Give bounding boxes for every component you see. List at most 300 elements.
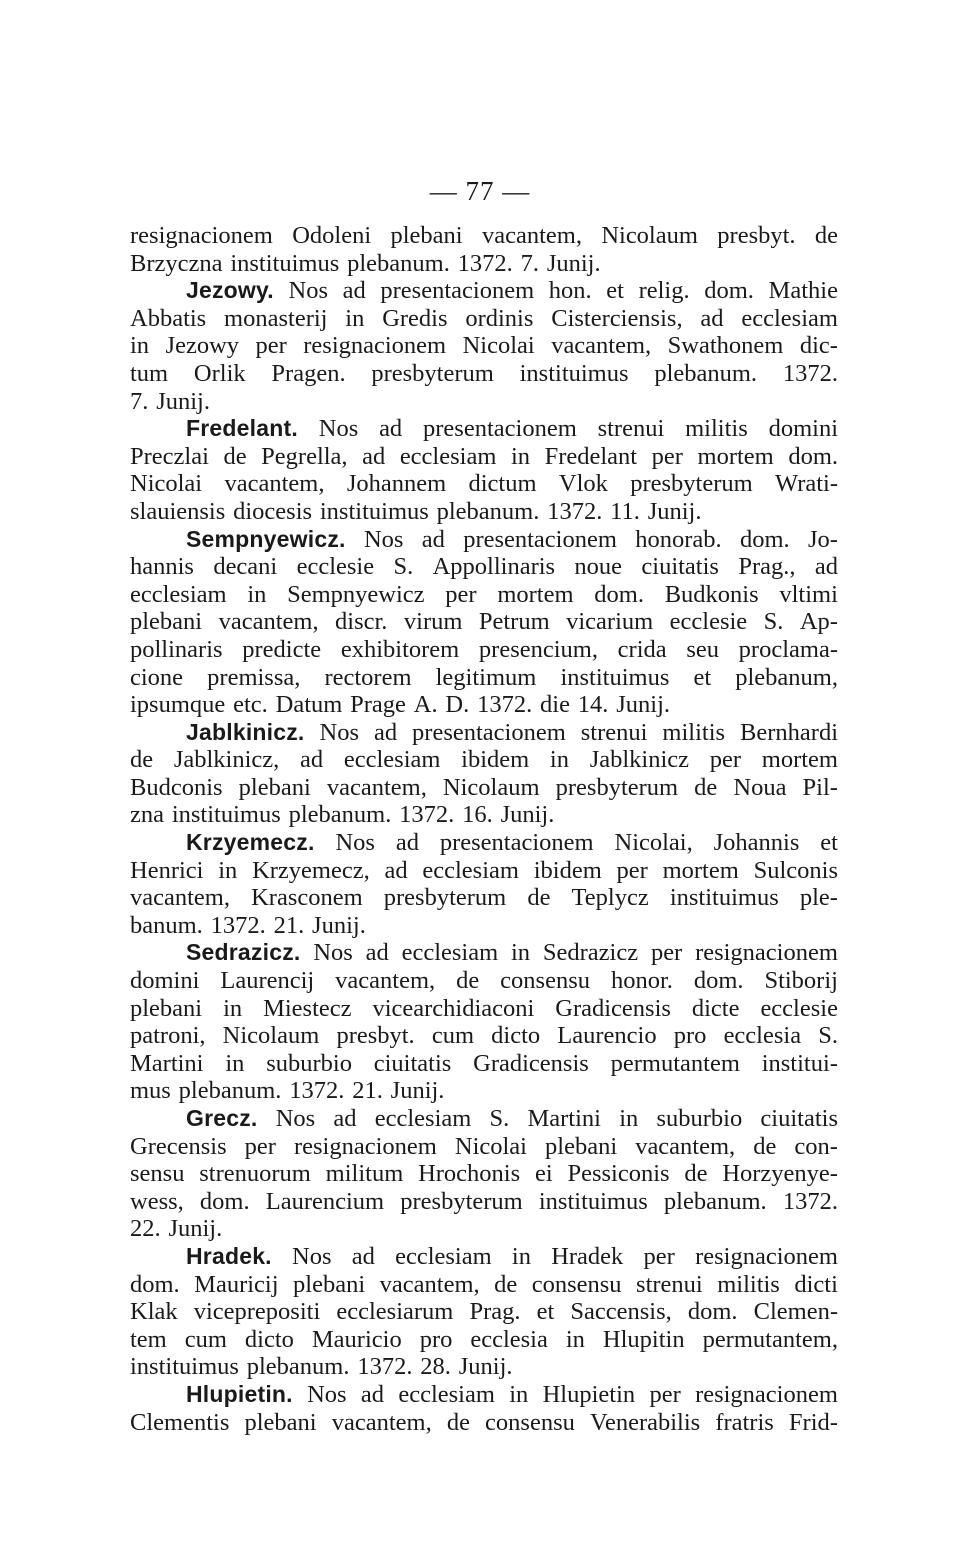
word: Abbatis xyxy=(130,304,207,332)
word: ad xyxy=(351,1242,375,1270)
word: presentacionem xyxy=(380,277,535,305)
word: ecclesiam xyxy=(343,746,441,774)
word: Laurencio xyxy=(557,1022,657,1050)
word: plebani xyxy=(293,1270,366,1298)
word: con- xyxy=(794,1132,838,1160)
word: de xyxy=(494,1270,518,1298)
word: Nos xyxy=(335,829,375,857)
entry-heading: Hradek. xyxy=(186,1242,272,1269)
word: ad xyxy=(342,277,366,305)
word: plebanum. xyxy=(654,359,758,387)
word: Jo- xyxy=(807,525,838,553)
word: de xyxy=(684,1160,708,1188)
word: Junij. xyxy=(458,1353,513,1381)
word: per xyxy=(651,442,683,470)
word: et xyxy=(606,277,624,305)
word: dom. xyxy=(687,1298,738,1326)
word: Gredis xyxy=(382,304,448,332)
word: Pegrella, xyxy=(261,442,348,470)
word: dom. xyxy=(693,967,744,995)
word: Nos xyxy=(288,277,329,305)
word: presbyt. xyxy=(717,222,796,249)
word: rectorem xyxy=(324,663,412,691)
word: plebani xyxy=(130,608,203,636)
text-line xyxy=(130,1050,838,1078)
word: pro xyxy=(673,1022,707,1050)
word: monasterij xyxy=(224,304,328,332)
word: ad xyxy=(700,304,724,332)
text-line xyxy=(130,250,838,278)
word: ciuitatis xyxy=(641,553,719,581)
word: ad xyxy=(300,746,324,774)
word: resignacionem xyxy=(695,939,838,967)
text-line xyxy=(130,360,838,388)
word: Budkonis xyxy=(664,580,759,608)
entry-first-line xyxy=(130,277,838,305)
text-line xyxy=(130,884,838,912)
word: 1372. xyxy=(399,801,455,829)
word: ibidem xyxy=(461,746,530,774)
word: Sempnyewicz xyxy=(287,580,425,608)
word: proclama- xyxy=(738,635,838,663)
word: ipsumque xyxy=(130,691,226,719)
text-line xyxy=(130,1133,838,1161)
word: Swathonem xyxy=(667,332,784,360)
word: plebanum. xyxy=(663,1187,767,1215)
word: ecclesiam xyxy=(395,1242,492,1270)
text-line xyxy=(130,443,838,471)
word: et xyxy=(693,663,712,691)
word: per xyxy=(445,580,477,608)
text-line xyxy=(130,388,838,416)
text-line xyxy=(130,1077,838,1105)
word: strenui xyxy=(636,1270,703,1298)
word: de xyxy=(446,1408,470,1436)
word: per xyxy=(255,332,287,360)
word: consensu xyxy=(531,1270,622,1298)
word: dicte xyxy=(691,994,740,1022)
word: 16. xyxy=(462,801,493,829)
text-line xyxy=(130,1271,838,1299)
entry-first-line xyxy=(130,1243,838,1271)
word: ecclesiam xyxy=(399,442,497,470)
word: S. xyxy=(393,553,414,581)
word: Nos xyxy=(318,415,359,443)
word: vacantem, xyxy=(326,773,427,801)
word: dom. xyxy=(199,1187,250,1215)
word: tem xyxy=(130,1325,167,1353)
word: Martini xyxy=(130,1049,204,1077)
word: vacantem, xyxy=(481,222,582,249)
word: Sedrazicz xyxy=(542,939,639,967)
entry-heading: Sempnyewicz. xyxy=(186,525,346,552)
word: Nicolai xyxy=(130,470,203,498)
word: in xyxy=(509,1380,529,1408)
word: Nos xyxy=(275,1105,316,1132)
word: ad xyxy=(379,415,403,443)
word: mortem xyxy=(497,580,574,608)
word: ple- xyxy=(799,884,838,912)
word: ciuitatis xyxy=(373,1049,452,1077)
word: instituimus xyxy=(538,1187,648,1215)
word: Krzyemecz, xyxy=(252,856,370,884)
word: Stiborij xyxy=(764,967,838,995)
word: in xyxy=(345,304,365,332)
word: ecclesiam xyxy=(130,580,227,608)
word: Appollinaris xyxy=(432,553,556,581)
word: in xyxy=(549,746,569,774)
word: premissa, xyxy=(207,663,301,691)
word: Pessiconis xyxy=(567,1160,670,1188)
word: Jablkinicz xyxy=(589,746,690,774)
word: ecclesiam xyxy=(401,939,499,967)
word: hon. xyxy=(548,277,592,305)
word: presentacionem xyxy=(423,415,577,443)
word: in xyxy=(225,1049,245,1077)
word: Nicolai, xyxy=(614,829,693,857)
word: 7. xyxy=(520,249,539,277)
word: Prag. xyxy=(469,1298,521,1326)
word: ecclesiam xyxy=(398,1380,495,1408)
word: ecclesie xyxy=(760,994,838,1022)
word: Nicolai xyxy=(454,1132,527,1160)
word: Nos xyxy=(307,1380,347,1408)
word: fratris xyxy=(715,1408,774,1436)
word: instituimus xyxy=(669,884,779,912)
word: 7. xyxy=(130,387,149,415)
word: Martini xyxy=(527,1105,601,1132)
word: dom. xyxy=(788,442,838,470)
text-line xyxy=(130,1215,838,1243)
word: Vlok xyxy=(558,470,608,498)
word: viceprepositi xyxy=(193,1298,321,1326)
word: cum xyxy=(184,1325,227,1353)
entry-heading: Krzyemecz. xyxy=(186,829,315,856)
word: consensu xyxy=(485,1408,575,1436)
word: vicearchidiaconi xyxy=(372,994,535,1022)
word: in xyxy=(511,939,531,967)
entry-heading: Jezowy. xyxy=(186,277,274,304)
word: per xyxy=(616,856,648,884)
text-line xyxy=(130,801,838,829)
word: Nicolai xyxy=(462,332,535,360)
word: Grecensis xyxy=(130,1132,227,1160)
word: predicte xyxy=(242,635,322,663)
word: etc. xyxy=(233,691,268,719)
word: 1372. xyxy=(289,1077,345,1105)
word: Venerabilis xyxy=(589,1408,701,1436)
word: Ap- xyxy=(799,608,838,636)
text-line xyxy=(130,691,838,719)
word: tum xyxy=(130,359,169,387)
word: de xyxy=(456,967,480,995)
word: dic- xyxy=(799,332,838,360)
word: et xyxy=(536,1298,555,1326)
word: vacantem, xyxy=(551,332,652,360)
word: ciuitatis xyxy=(760,1105,838,1132)
word: suburbio xyxy=(266,1049,352,1077)
word: 21. xyxy=(352,1077,383,1105)
word: pro xyxy=(419,1325,453,1353)
word: Gradicensis xyxy=(473,1049,589,1077)
word: ibidem xyxy=(533,856,602,884)
word: sensu xyxy=(130,1160,185,1188)
word: in xyxy=(565,1325,585,1353)
word: Nicolaum xyxy=(222,1022,320,1050)
word: 1372. xyxy=(782,1187,838,1215)
word: Sulconis xyxy=(753,856,838,884)
word: Noua xyxy=(733,773,787,801)
word: strenui xyxy=(580,718,648,746)
text-block xyxy=(130,222,838,1436)
word: Laurencium xyxy=(265,1187,385,1215)
text-line xyxy=(130,746,838,774)
word: plebanum. xyxy=(288,801,392,829)
word: Johannis xyxy=(713,829,800,857)
word: dicto xyxy=(491,1022,541,1050)
word: Junij. xyxy=(616,691,671,719)
word: permutantem xyxy=(610,1049,740,1077)
word: ad xyxy=(384,856,408,884)
word: Brzyczna xyxy=(130,249,223,277)
text-line xyxy=(130,1160,838,1188)
word: in xyxy=(218,856,238,884)
entry-heading: Hlupietin. xyxy=(186,1380,293,1407)
word: plebanum. xyxy=(178,1077,282,1105)
word: presbyterum xyxy=(555,773,679,801)
word: vacantem, xyxy=(224,470,325,498)
word: Junij. xyxy=(156,387,210,415)
text-line xyxy=(130,1188,838,1216)
word: 1372. xyxy=(782,359,838,387)
word: Junij. xyxy=(312,911,366,939)
entry-first-line xyxy=(130,829,838,857)
word: 1372. xyxy=(477,691,533,719)
word: Hradek xyxy=(551,1242,624,1270)
word: Laurencij xyxy=(220,967,315,995)
word: Johannem xyxy=(346,470,447,498)
word: strenuorum xyxy=(199,1160,311,1188)
entry-first-line xyxy=(130,1105,838,1133)
entry-first-line xyxy=(130,415,838,443)
word: Krasconem xyxy=(251,884,363,912)
word: per xyxy=(643,1242,675,1270)
word: Miestecz xyxy=(263,994,352,1022)
word: domini xyxy=(768,415,838,443)
word: Budconis xyxy=(130,773,223,801)
word: presbyterum xyxy=(630,470,753,498)
word: Mathie xyxy=(768,277,838,305)
word: militis xyxy=(717,1270,780,1298)
word: plebanum, xyxy=(735,663,838,691)
text-line xyxy=(130,995,838,1023)
word: plebani xyxy=(238,773,311,801)
word: Hlupitin xyxy=(602,1325,685,1353)
word: ecclesie xyxy=(669,608,748,636)
entry-heading: Fredelant. xyxy=(186,415,298,442)
word: Mauricio xyxy=(311,1325,402,1353)
word: institui- xyxy=(761,1049,838,1077)
text-line xyxy=(130,857,838,885)
word: presentacionem xyxy=(412,718,566,746)
entry-heading: Grecz. xyxy=(186,1105,258,1131)
word: cione xyxy=(130,663,184,691)
word: Bernhardi xyxy=(740,718,838,746)
text-line xyxy=(130,305,838,333)
word: vacantem, xyxy=(379,1270,480,1298)
word: zna xyxy=(130,801,164,829)
text-line xyxy=(130,581,838,609)
word: 28. xyxy=(420,1353,451,1381)
word: banum. xyxy=(130,911,203,939)
word: per xyxy=(650,939,683,967)
word: dictum xyxy=(468,470,537,498)
word: dom. xyxy=(739,525,790,553)
word: vacantem, xyxy=(335,967,436,995)
word: 14. xyxy=(577,691,609,719)
word: Jablkinicz, xyxy=(173,746,280,774)
word: de xyxy=(130,746,154,774)
word: Prag., xyxy=(738,553,796,581)
word: resignacionem xyxy=(303,332,447,360)
word: resignacionem xyxy=(130,222,273,249)
text-line xyxy=(130,774,838,802)
word: in xyxy=(511,1242,531,1270)
word: die xyxy=(540,691,570,719)
word: per xyxy=(649,1380,681,1408)
word: ad xyxy=(814,553,838,581)
word: A. xyxy=(413,691,438,719)
word: de xyxy=(694,773,718,801)
entry-heading: Sedrazicz. xyxy=(186,939,301,966)
word: 21. xyxy=(273,911,305,939)
word: honorab. xyxy=(635,525,722,553)
word: Mauricij xyxy=(194,1270,279,1298)
word: Odoleni xyxy=(292,222,372,249)
word: Nos xyxy=(313,939,353,967)
word: 1372. xyxy=(210,911,266,939)
word: de xyxy=(753,1132,777,1160)
word: de xyxy=(527,884,551,912)
word: Junij. xyxy=(500,801,555,829)
word: ad xyxy=(421,525,445,553)
word: Nos xyxy=(319,718,359,746)
word: dom. xyxy=(130,1270,180,1298)
word: ad xyxy=(362,442,386,470)
word: Orlik xyxy=(193,359,246,387)
word: dicto xyxy=(244,1325,294,1353)
word: presbyt. xyxy=(336,1022,415,1050)
word: presbyterum xyxy=(371,359,494,387)
word: ordinis xyxy=(465,304,534,332)
word: Fredelant xyxy=(544,442,638,470)
word: Preczlai xyxy=(130,442,209,470)
word: instituimus xyxy=(130,1353,239,1381)
word: per xyxy=(709,746,742,774)
word: vacantem, xyxy=(218,608,319,636)
text-line xyxy=(130,470,838,498)
word: Frid- xyxy=(788,1408,838,1436)
word: cum xyxy=(431,1022,475,1050)
word: resignacionem xyxy=(695,1242,838,1270)
text-line xyxy=(130,912,838,940)
word: 22. xyxy=(130,1215,161,1243)
word: Horzyenye- xyxy=(722,1160,838,1188)
word: S. xyxy=(818,1022,838,1050)
word: in xyxy=(619,1105,639,1132)
word: dom. xyxy=(704,277,754,305)
word: hannis xyxy=(130,553,194,581)
word: ecclesia xyxy=(723,1022,802,1050)
text-line xyxy=(130,608,838,636)
word: D. xyxy=(445,691,470,719)
word: plebani xyxy=(545,1132,618,1160)
word: Klak xyxy=(130,1298,178,1326)
word: mortem xyxy=(662,856,739,884)
word: 1372. xyxy=(357,1353,413,1381)
word: plebani xyxy=(244,1408,317,1436)
word: Wrati- xyxy=(775,470,838,498)
word: ad xyxy=(373,718,398,746)
text-line xyxy=(130,1326,838,1354)
word: suburbio xyxy=(656,1105,743,1132)
word: militis xyxy=(685,415,748,443)
word: Teplycz xyxy=(571,884,649,912)
word: decani xyxy=(213,553,278,581)
text-line xyxy=(130,664,838,692)
text-line xyxy=(130,1409,838,1437)
word: in xyxy=(247,580,267,608)
text-line xyxy=(130,332,838,360)
word: Clementis xyxy=(130,1408,230,1436)
word: S. xyxy=(763,608,784,636)
word: plebanum. xyxy=(246,1353,350,1381)
word: de xyxy=(223,442,247,470)
word: strenui xyxy=(597,415,665,443)
word: presbyterum xyxy=(383,884,507,912)
word: discr. xyxy=(335,608,388,636)
word: relig. xyxy=(638,277,690,305)
word: Nos xyxy=(292,1242,332,1270)
text-line xyxy=(130,1353,838,1381)
word: resignacionem xyxy=(695,1380,838,1408)
word: 11. xyxy=(610,497,640,525)
word: instituimus xyxy=(519,359,629,387)
word: presencium, xyxy=(478,635,598,663)
word: ad xyxy=(365,939,389,967)
word: mus xyxy=(130,1077,171,1105)
text-line xyxy=(130,1298,838,1326)
text-line xyxy=(130,222,838,250)
entry-first-line xyxy=(130,939,838,967)
text-line xyxy=(130,498,838,526)
word: virum xyxy=(403,608,463,636)
word: Cisterciensis, xyxy=(551,304,683,332)
word: plebanum. xyxy=(436,497,540,525)
word: Nicolaum xyxy=(442,773,540,801)
word: ecclesiam xyxy=(422,856,519,884)
word: S. xyxy=(489,1105,510,1132)
word: mortem xyxy=(697,442,774,470)
word: Gradicensis xyxy=(555,994,671,1022)
word: instituimus xyxy=(171,801,281,829)
word: Saccensis, xyxy=(570,1298,672,1326)
word: per xyxy=(244,1132,276,1160)
word: Junij. xyxy=(546,249,601,277)
word: plebanum. xyxy=(347,249,450,277)
word: seu xyxy=(686,635,719,663)
word: vacantem, xyxy=(130,884,230,912)
